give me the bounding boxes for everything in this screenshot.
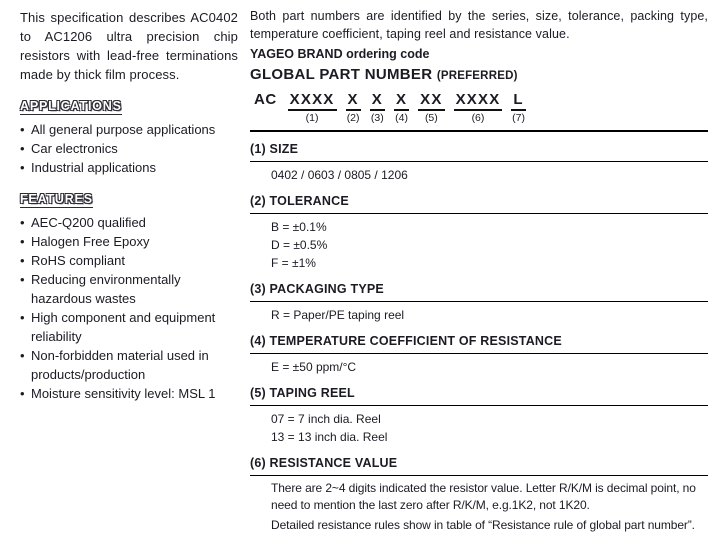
section-heading: (6) RESISTANCE VALUE [250, 456, 398, 470]
list-item [20, 308, 238, 346]
list-item-text: Industrial applications [31, 160, 157, 175]
yageo-brand-ordering-code-label: YAGEO BRAND ordering code [250, 47, 430, 61]
section-line: 13 = 13 inch dia. Reel [271, 430, 388, 444]
section-content [250, 214, 708, 272]
list-item-text: Moisture sensitivity level: MSL 1 [31, 386, 216, 401]
list-item [20, 384, 238, 403]
section-heading: (3) PACKAGING TYPE [250, 282, 384, 296]
list-item [20, 120, 238, 139]
list-item-text: RoHS compliant [31, 253, 125, 268]
intro-paragraph: This specification describes AC0402 to AC1206 ultra precision chip resistors with lead-free terminations made by thick film process. [20, 10, 238, 82]
list-item [20, 158, 238, 177]
left-column [20, 8, 238, 518]
list-item [20, 346, 238, 384]
section-content [250, 302, 708, 324]
preferred-label: (PREFERRED) [436, 70, 518, 82]
list-item-text: All general purpose applications [31, 122, 216, 137]
section-heading: (4) TEMPERATURE COEFFICIENT OF RESISTANCE [250, 334, 562, 348]
section-line: B = ±0.1% [271, 220, 327, 234]
section-content [250, 476, 708, 534]
section-line: There are 2~4 digits indicated the resistor value. Letter R/K/M is decimal point, no need to mention the last zero after R/K/M, e.g.1K2, not 1K20. [271, 481, 696, 512]
bullet-glyph: • [20, 310, 25, 325]
section-line: D = ±0.5% [271, 238, 328, 252]
section-content [250, 162, 708, 184]
part-code-segment-number: (7) [512, 112, 526, 124]
part-number-code [252, 92, 708, 125]
part-code-segment-number: (6) [471, 112, 485, 124]
part-code-segment-text: X [346, 92, 361, 111]
global-part-number-heading [250, 65, 708, 86]
section-line: Detailed resistance rules show in table of “Resistance rule of global part number”. [271, 518, 695, 532]
part-code-segment [288, 92, 337, 125]
list-item-text: High component and equipment reliability [31, 310, 216, 344]
bullet-glyph: • [20, 160, 25, 175]
section-heading: (5) TAPING REEL [250, 386, 355, 400]
section-content [250, 354, 708, 376]
part-code-segment-text: XXXX [288, 92, 337, 111]
list-item-text: Non-forbidden material used in products/production [31, 348, 209, 382]
list-item-text: Reducing environmentally hazardous wastes [31, 272, 181, 306]
part-code-segment-number: (4) [395, 112, 408, 124]
part-code-segment-number: (5) [424, 112, 438, 124]
part-code-segment-number: (3) [370, 112, 384, 124]
features-list [20, 213, 238, 403]
bullet-glyph: • [20, 215, 25, 230]
part-code-segment-text: L [511, 92, 525, 111]
part-code-segment [511, 92, 525, 125]
list-item [20, 270, 238, 308]
part-code-segment [346, 92, 361, 125]
bullet-glyph: • [20, 253, 25, 268]
part-code-segment-number: (2) [346, 112, 360, 124]
part-code-prefix [252, 92, 279, 112]
ordering-section [250, 282, 708, 324]
ordering-section [250, 334, 708, 376]
list-item-text: Halogen Free Epoxy [31, 234, 150, 249]
features-heading: FEATURES [20, 192, 93, 206]
section-line: F = ±1% [271, 256, 316, 270]
applications-list [20, 120, 238, 177]
right-column [250, 8, 708, 532]
section-line: 0402 / 0603 / 0805 / 1206 [271, 168, 408, 182]
list-item [20, 232, 238, 251]
part-code-prefix-text: AC [254, 91, 277, 108]
bullet-glyph: • [20, 141, 25, 156]
bullet-glyph: • [20, 386, 25, 401]
section-content [250, 406, 708, 446]
ordering-section [250, 194, 708, 272]
part-code-segment [454, 92, 503, 125]
section-line: 07 = 7 inch dia. Reel [271, 412, 381, 426]
bullet-glyph: • [20, 272, 25, 287]
ordering-section [250, 456, 708, 534]
ordering-section [250, 142, 708, 184]
part-code-segment [370, 92, 385, 125]
list-item [20, 139, 238, 158]
section-line: R = Paper/PE taping reel [271, 308, 405, 322]
applications-heading: APPLICATIONS [20, 99, 122, 113]
list-item-text: AEC-Q200 qualified [31, 215, 146, 230]
part-code-segment [418, 92, 444, 125]
ordering-section [250, 386, 708, 446]
part-code-segment-text: XX [418, 92, 444, 111]
list-item [20, 213, 238, 232]
part-code-segment-number: (1) [305, 112, 319, 124]
section-line: E = ±50 ppm/°C [271, 360, 357, 374]
part-code-segment-text: XXXX [454, 92, 503, 111]
global-part-number-text: GLOBAL PART NUMBER [250, 66, 433, 83]
section-heading: (1) SIZE [250, 142, 299, 156]
part-code-segment [394, 92, 409, 125]
part-code-segment-text: X [370, 92, 385, 111]
bullet-glyph: • [20, 348, 25, 363]
section-heading: (2) TOLERANCE [250, 194, 349, 208]
list-item-text: Car electronics [31, 141, 118, 156]
part-code-segment-text: X [394, 92, 409, 111]
sections-container [250, 142, 708, 534]
sections-top-rule [250, 130, 708, 132]
bullet-glyph: • [20, 234, 25, 249]
list-item [20, 251, 238, 270]
bullet-glyph: • [20, 122, 25, 137]
ordering-intro-paragraph: Both part numbers are identified by the series, size, tolerance, packing type, temperature coefficient, taping reel and resistance value. [250, 9, 708, 41]
